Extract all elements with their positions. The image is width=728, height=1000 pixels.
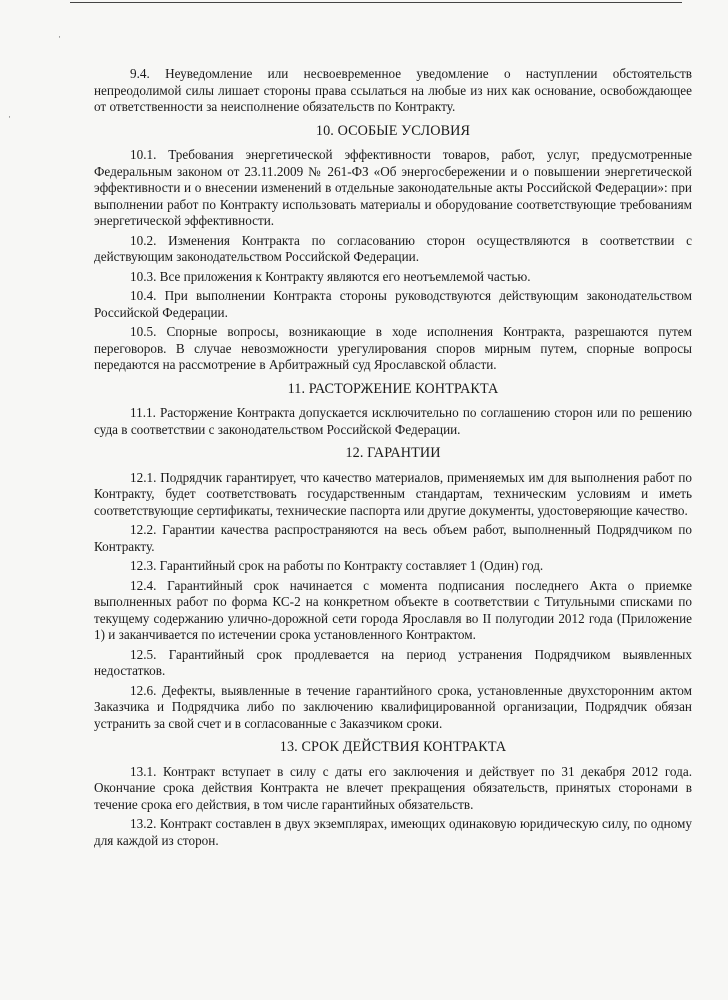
section: [94, 66, 692, 116]
section-heading: 10. ОСОБЫЕ УСЛОВИЯ: [315, 122, 471, 139]
clause-paragraph: 10.4. При выполнении Контракта стороны руководствуются действующим законодательством Российской Федерации.: [94, 288, 692, 320]
clause-paragraph: 11.1. Расторжение Контракта допускается исключительно по соглашению сторон или по решению суда в соответствии с законодательством Российской Федерации.: [94, 405, 692, 437]
clause-paragraph: 10.5. Спорные вопросы, возникающие в ходе исполнения Контракта, разрешаются путем переговоров. В случае невозможности урегулирования споров мирным путем, спорные вопросы передаются на рассмотрение в Арбитражный суд Ярославской области.: [94, 324, 692, 372]
section: [94, 445, 692, 732]
clause-paragraph: 12.6. Дефекты, выявленные в течение гарантийного срока, установленные двухсторонним актом Заказчика и Подрядчика либо по заключению квалифицированной организации, Подрядчик обязан устранить за свой счет и в согласованные с Заказчиком сроки.: [94, 682, 692, 731]
section: [94, 123, 692, 374]
clause-paragraph: 10.2. Изменения Контракта по согласованию сторон осуществляются в соответствии с действующим законодательством Российской Федерации.: [94, 232, 692, 264]
clause-paragraph: 9.4. Неуведомление или несвоевременное уведомление о наступлении обстоятельств непреодолимой силы лишает стороны права ссылаться на любые из них как основание, освобождающее от ответственности за неисполнение обязательств по Контракту.: [94, 66, 692, 114]
clause-paragraph: 12.3. Гарантийный срок на работы по Контракту составляет 1 (Один) год.: [130, 558, 544, 573]
section: [94, 381, 692, 439]
scan-top-edge: [70, 2, 682, 3]
clause-paragraph: 10.1. Требования энергетической эффективности товаров, работ, услуг, предусмотренные Федеральным законом от 23.11.2009 № 261-ФЗ «Об энергосбережении и о повышении энергетической эффективности и о внесении изменений в отдельные законодательные акты Российской Федерации»: при выполнении работ по Контракту использовать материалы и оборудование соответствующие требованиям энергетической эффективности.: [94, 147, 692, 228]
scan-speck: ·: [58, 32, 61, 42]
clause-paragraph: 13.1. Контракт вступает в силу с даты его заключения и действует по 31 декабря 2012 года. Окончание срока действия Контракта не влечет прекращения обязательств, принятых сторонами в течение срока его действия, в том числе гарантийных обязательств.: [94, 763, 692, 812]
section-heading: 13. СРОК ДЕЙСТВИЯ КОНТРАКТА: [279, 739, 507, 755]
clause-paragraph: 13.2. Контракт составлен в двух экземплярах, имеющих одинаковую юридическую силу, по одному для каждой из сторон.: [94, 816, 692, 848]
document-page: [94, 66, 692, 852]
clause-paragraph: 12.4. Гарантийный срок начинается с момента подписания последнего Акта о приемке выполненных работ по форма КС-2 на конкретном объекте в соответствии с Титульными списками по текущему содержанию улично-дорожной сети города Ярославля во II полугодии 2012 года (Приложение 1) и заканчивается по истечении срока установленного Контрактом.: [94, 577, 692, 642]
clause-paragraph: 12.1. Подрядчик гарантирует, что качество материалов, применяемых им для выполнения работ по Контракту, будет соответствовать государственным стандартам, техническим условиям и иметь соответствующие сертификаты, технические паспорта или другие документы, удостоверяющие качество.: [94, 469, 692, 518]
clause-paragraph: 12.5. Гарантийный срок продлевается на период устранения Подрядчиком выявленных недостатков.: [94, 646, 692, 678]
section: [94, 739, 692, 849]
section-heading: 12. ГАРАНТИИ: [345, 445, 441, 461]
clause-paragraph: 10.3. Все приложения к Контракту являются его неотъемлемой частью.: [130, 268, 531, 284]
scan-speck: ·: [8, 112, 11, 122]
clause-paragraph: 12.2. Гарантии качества распространяются на весь объем работ, выполненный Подрядчиком по Контракту.: [94, 522, 692, 554]
section-heading: 11. РАСТОРЖЕНИЕ КОНТРАКТА: [287, 380, 499, 397]
